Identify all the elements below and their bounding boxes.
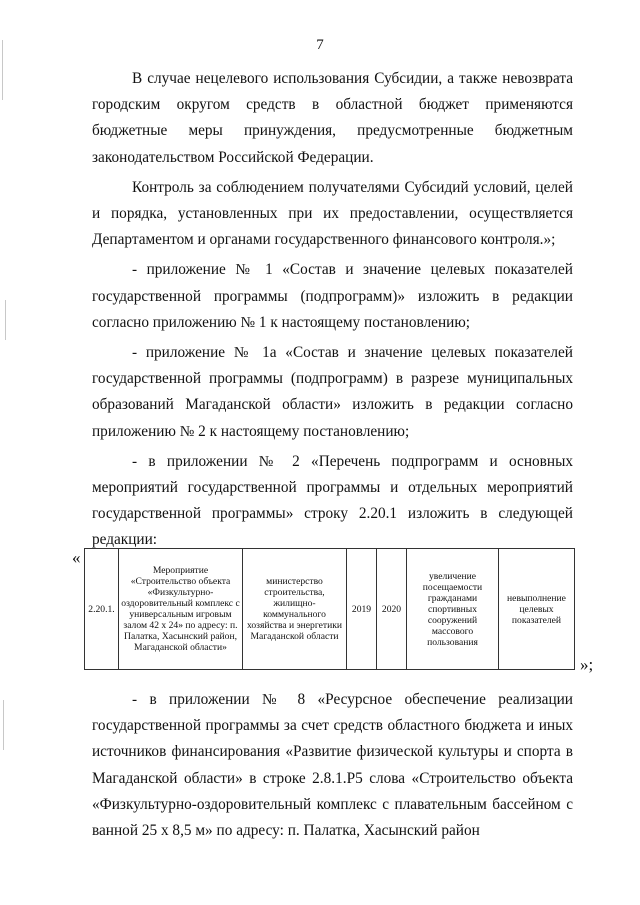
cell-result: увеличение посещаемости гражданами спортивных сооружений массового пользования — [407, 549, 499, 670]
paragraph-appendix-8: - в приложении № 8 «Ресурсное обеспечение реализации государственной программы за счет средств областного бюджета и иных источников финансирования «Развитие физической культуры и спорта в Магаданской области» в строке 2.8.1.Р5 слова «Строительство объекта «Физкультурно-оздоровительный комплекс с плавательным бассейном с ванной 25 х 8,5 м» по адресу: п. Палатка, Хасынский район — [92, 691, 573, 840]
cell-executor: министерство строительства, жилищно-коммунального хозяйства и энергетики Магаданской области — [243, 549, 347, 670]
body-text-top — [92, 66, 573, 558]
cell-event: Мероприятие «Строительство объекта «Физкультурно-оздоровительный комплекс с универсальным игровым залом 42 х 24» по адресу: п. Палатка, Хасынский район, Магаданской области» — [119, 549, 243, 670]
scan-edge-mark — [2, 40, 3, 100]
cell-start-year: 2019 — [347, 549, 377, 670]
scan-edge-mark — [3, 700, 4, 750]
close-quote: »; — [580, 655, 594, 674]
page-number: 7 — [316, 37, 324, 53]
open-quote: « — [72, 548, 81, 567]
body-text-bottom — [92, 687, 573, 848]
scan-edge-mark — [5, 300, 6, 340]
cell-number: 2.20.1. — [85, 549, 119, 670]
paragraph-appendix-1: - приложение № 1 «Состав и значение целевых показателей государственной программы (подпрограмм)» изложить в редакции согласно приложению № 1 к настоящему постановлению; — [92, 261, 573, 331]
cell-end-year: 2020 — [377, 549, 407, 670]
paragraph-appendix-1a: - приложение № 1а «Состав и значение целевых показателей государственной программы (подпрограмм) в разрезе муниципальных образований Магаданской области» изложить в редакции согласно приложению № 2 к настоящему постановлению; — [92, 344, 573, 440]
paragraph-misuse: В случае нецелевого использования Субсидии, а также невозврата городским округом средств в областной бюджет применяются бюджетные меры принуждения, предусмотренные бюджетным законодательством Российской Федерации. — [92, 70, 573, 166]
paragraph-appendix-2: - в приложении № 2 «Перечень подпрограмм и основных мероприятий государственной программы и отдельных мероприятий государственной программы» строку 2.20.1 изложить в следующей редакции: — [92, 452, 573, 549]
table-row — [85, 549, 575, 670]
paragraph-control: Контроль за соблюдением получателями Субсидий условий, целей и порядка, установленных при их предоставлении, осуществляется Департаментом и органами государственного финансового контроля.»; — [92, 178, 573, 249]
cell-consequence: невыполнение целевых показателей — [499, 549, 575, 670]
row-table — [84, 548, 575, 670]
